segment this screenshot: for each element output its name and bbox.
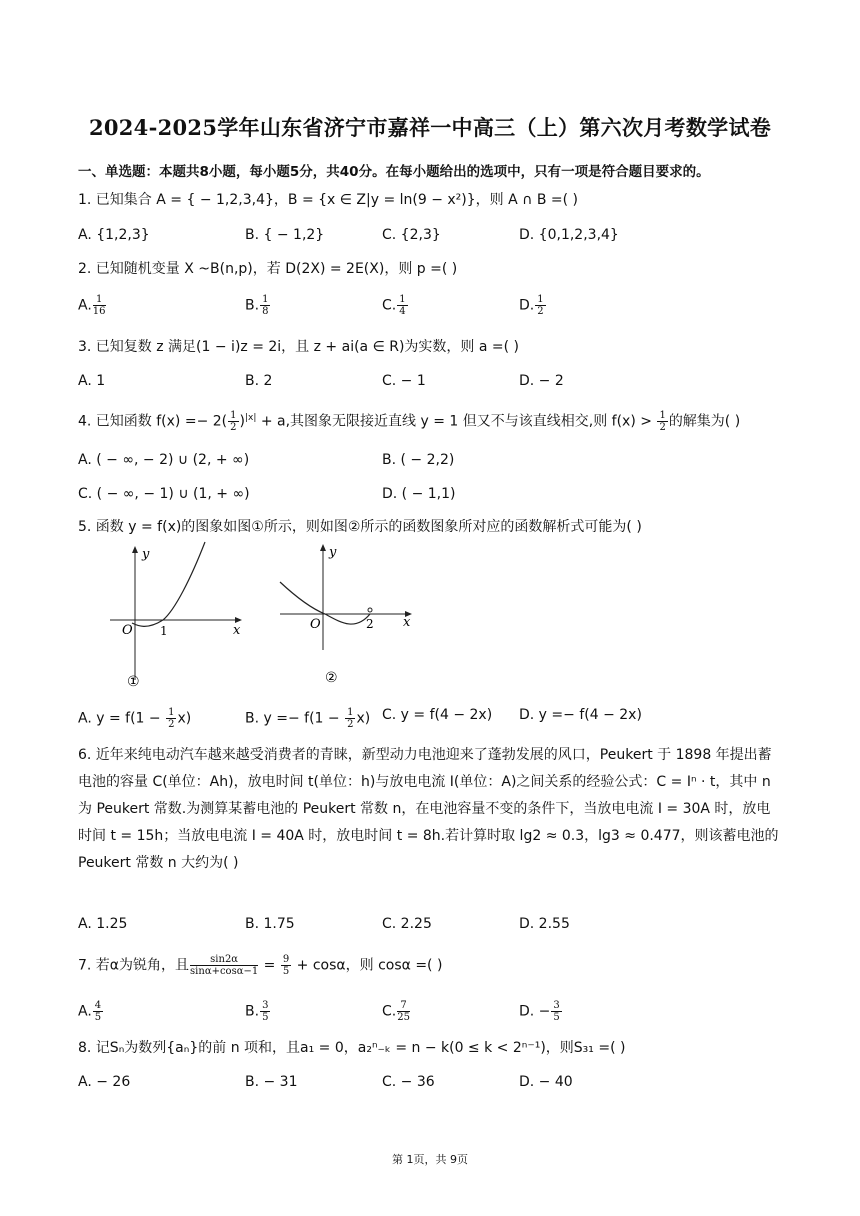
fig1-caption: ① <box>127 674 140 690</box>
q5-option-b: B. y =− f(1 − $\frac{1}{2}$ x) <box>245 707 371 730</box>
section-heading: 一、单选题：本题共8小题，每小题5分，共40分。在每小题给出的选项中，只有一项是符合题目要求的。 <box>78 164 710 180</box>
figure-1-graph <box>105 540 255 690</box>
q1-option-d: D. {0,1,2,3,4} <box>519 227 619 243</box>
q7-option-a: A. $\frac{4}{5}$ <box>78 1000 102 1023</box>
q6-option-d: D. 2.55 <box>519 916 570 932</box>
q8-option-d: D. − 40 <box>519 1074 573 1090</box>
q4-option-d: D. ( − 1,1) <box>382 486 456 502</box>
q7-option-d: D. − $\frac{3}{5}$ <box>519 1000 560 1023</box>
q7-option-b: B. $\frac{3}{5}$ <box>245 1000 269 1023</box>
q4-option-b: B. ( − 2,2) <box>382 452 455 468</box>
q8-option-b: B. − 31 <box>245 1074 298 1090</box>
q4-option-a: A. ( − ∞, − 2) ∪ (2, + ∞) <box>78 452 250 468</box>
q3-option-d: D. − 2 <box>519 373 564 389</box>
fig1-y-label: y <box>142 547 150 562</box>
fig2-curve <box>280 582 370 624</box>
figure-2-graph <box>275 540 425 690</box>
q8-option-c: C. − 36 <box>382 1074 435 1090</box>
q2-option-a: A. $\frac{1}{16}$ <box>78 294 106 317</box>
question-4-stem: 4. 已知函数 f(x) =− 2( $\frac{1}{2}$ )$^{|x|}$ + a,其图象无限接近直线 y = 1 但又不与该直线相交,则 f(x) > $\frac{1}{2}$ 的解集为( ) <box>78 410 741 433</box>
question-6-text: 6. 近年来纯电动汽车越来越受消费者的青睐，新型动力电池迎来了蓬勃发展的风口，Peukert 于 1898 年提出蓄电池的容量 C(单位：Ah)，放电时间 t(单位：h)与放电电流 I(单位：A)之间关系的经验公式：C = Iⁿ · t，其中 n 为 Peukert 常数.为测算某蓄电池的 Peukert 常数 n，在电池容量不变的条件下，当放电电流 I = 30A 时，放电时间 t = 15h；当放电电流 I = 40A 时，放电时间 t = 8h.若计算时取 lg2 ≈ 0.3，lg3 ≈ 0.477，则该蓄电池的 Peukert 常数 n 大约为( ) <box>78 747 779 871</box>
question-5-stem: 5. 函数 y = f(x)的图象如图①所示，则如图②所示的函数图象所对应的函数解析式可能为( ) <box>78 519 642 535</box>
q8-option-a: A. − 26 <box>78 1074 131 1090</box>
q1-option-c: C. {2,3} <box>382 227 441 243</box>
q1-option-b: B. { − 1,2} <box>245 227 325 243</box>
fig1-tick-label: 1 <box>160 624 168 638</box>
page-footer: 第 1页，共 9页 <box>392 1153 468 1166</box>
q3-option-c: C. − 1 <box>382 373 426 389</box>
q5-option-d: D. y =− f(4 − 2x) <box>519 707 642 723</box>
q5-option-c: C. y = f(4 − 2x) <box>382 707 493 723</box>
q6-option-c: C. 2.25 <box>382 916 432 932</box>
q6-option-a: A. 1.25 <box>78 916 128 932</box>
q2-option-d: D. $\frac{1}{2}$ <box>519 294 544 317</box>
question-3-stem: 3. 已知复数 z 满足(1 − i)z = 2i，且 z + ai(a ∈ R)为实数，则 a =( ) <box>78 339 519 355</box>
page-title: 2024-2025学年山东省济宁市嘉祥一中高三（上）第六次月考数学试卷 <box>88 115 772 140</box>
question-7-stem: 7. 若α为锐角，且 $\frac{\sin 2\alpha}{\sin\alpha+\cos\alpha-1}$ = $\frac{9}{5}$ + cosα，则 cosα =( ) <box>78 954 443 977</box>
q1-option-a: A. {1,2,3} <box>78 227 150 243</box>
q3-option-a: A. 1 <box>78 373 106 389</box>
fig1-y-arrow <box>132 546 138 553</box>
fig2-y-arrow <box>320 544 326 551</box>
q7-option-c: C. $\frac{7}{25}$ <box>382 1000 410 1023</box>
fig2-x-label: x <box>403 615 411 630</box>
fig2-caption: ② <box>325 670 338 686</box>
fig1-x-label: x <box>233 623 241 638</box>
fig1-origin-label: O <box>122 623 133 638</box>
q2-option-c: C. $\frac{1}{4}$ <box>382 294 406 317</box>
q6-option-b: B. 1.75 <box>245 916 295 932</box>
fig2-origin-label: O <box>310 617 321 632</box>
fig2-tick-label: 2 <box>366 617 374 631</box>
q4-option-c: C. ( − ∞, − 1) ∪ (1, + ∞) <box>78 486 250 502</box>
q5-option-a: A. y = f(1 − $\frac{1}{2}$ x) <box>78 707 192 730</box>
q2-option-b: B. $\frac{1}{8}$ <box>245 294 269 317</box>
question-1-stem: 1. 已知集合 A = { − 1,2,3,4}，B = {x ∈ Z|y = ln(9 − x²)}，则 A ∩ B =( ) <box>78 192 579 208</box>
q3-option-b: B. 2 <box>245 373 273 389</box>
question-8-stem: 8. 记Sₙ为数列{aₙ}的前 n 项和，且a₁ = 0，a₂ⁿ₋ₖ = n − k(0 ≤ k < 2ⁿ⁻¹)，则S₃₁ =( ) <box>78 1040 626 1056</box>
fig2-y-label: y <box>329 545 337 560</box>
fig2-point <box>368 608 372 612</box>
question-2-stem: 2. 已知随机变量 X ~B(n,p)，若 D(2X) = 2E(X)，则 p =( ) <box>78 261 458 277</box>
